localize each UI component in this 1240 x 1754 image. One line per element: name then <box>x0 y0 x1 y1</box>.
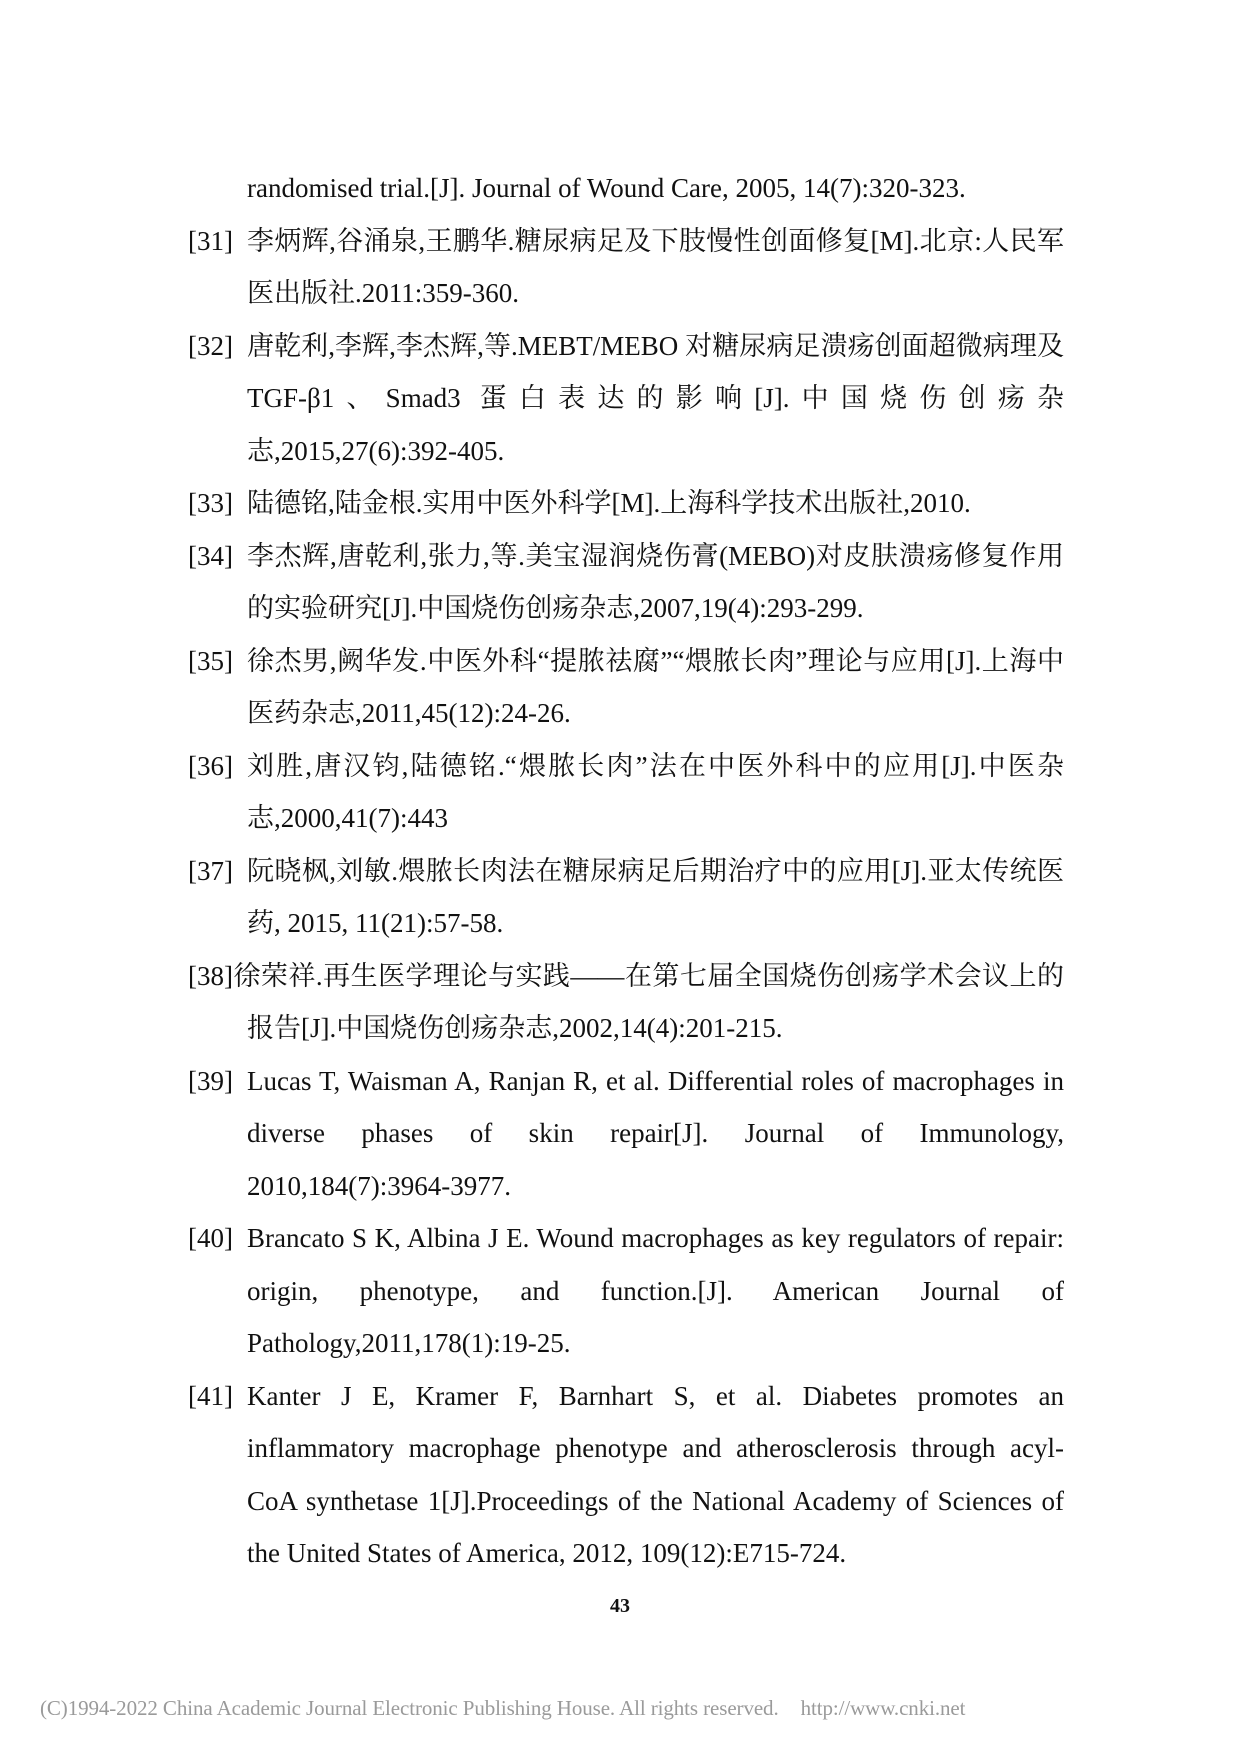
reference-item-35 <box>188 635 1064 740</box>
reference-number: [31] <box>188 225 233 256</box>
reference-number: [37] <box>188 855 233 886</box>
reference-text: Brancato S K, Albina J E. Wound macrophages as key regulators of repair: origin, phenotype, and function.[J]. American Journal of Pathology,2011,178(1):19-25. <box>247 1223 1064 1358</box>
reference-text: 李杰辉,唐乾利,张力,等.美宝湿润烧伤膏(MEBO)对皮肤溃疡修复作用的实验研究[J].中国烧伤创疡杂志,2007,19(4):293-299. <box>247 540 1064 623</box>
reference-continuation-text: randomised trial.[J]. Journal of Wound Care, 2005, 14(7):320-323. <box>247 173 966 203</box>
reference-item-41 <box>188 1370 1064 1580</box>
reference-number: [41] <box>188 1380 233 1411</box>
reference-text: 唐乾利,李辉,李杰辉,等.MEBT/MEBO 对糖尿病足溃疡创面超微病理及 TGF-β1、Smad3 蛋白表达的影响[J].中国烧伤创疡杂志,2015,27(6):392-405. <box>247 330 1064 466</box>
reference-text: 阮晓枫,刘敏.煨脓长肉法在糖尿病足后期治疗中的应用[J].亚太传统医药, 2015, 11(21):57-58. <box>247 855 1064 938</box>
reference-number: [33] <box>188 488 233 518</box>
reference-text: 陆德铭,陆金根.实用中医外科学[M].上海科学技术出版社,2010. <box>247 488 971 518</box>
reference-number: [35] <box>188 645 233 676</box>
reference-item-33 <box>188 477 1064 530</box>
reference-number: [32] <box>188 330 233 361</box>
reference-text: 徐荣祥.再生医学理论与实践——在第七届全国烧伤创疡学术会议上的报告[J].中国烧伤创疡杂志,2002,14(4):201-215. <box>232 960 1064 1043</box>
reference-item-32 <box>188 320 1064 478</box>
reference-item-34 <box>188 530 1064 635</box>
reference-text: 徐杰男,阙华发.中医外科“提脓祛腐”“煨脓长肉”理论与应用[J].上海中医药杂志,2011,45(12):24-26. <box>247 645 1064 728</box>
reference-number: [36] <box>188 750 233 781</box>
reference-text: Lucas T, Waisman A, Ranjan R, et al. Differential roles of macrophages in diverse phases of skin repair[J]. Journal of Immunology, 2010,184(7):3964-3977. <box>247 1065 1064 1201</box>
copyright-footer <box>40 1696 965 1721</box>
reference-item-31 <box>188 215 1064 320</box>
reference-item-37 <box>188 845 1064 950</box>
reference-number: [39] <box>188 1065 233 1096</box>
reference-text: Kanter J E, Kramer F, Barnhart S, et al. Diabetes promotes an inflammatory macrophage phenotype and atherosclerosis through acyl-CoA synthetase 1[J].Proceedings of the National Academy of Sciences of the United States of America, 2012, 109(12):E715-724. <box>247 1380 1064 1568</box>
reference-number: [40] <box>188 1223 233 1253</box>
reference-item-40 <box>188 1212 1064 1370</box>
reference-number: [34] <box>188 540 233 571</box>
reference-text: 李炳辉,谷涌泉,王鹏华.糖尿病足及下肢慢性创面修复[M].北京:人民军医出版社.2011:359-360. <box>247 225 1064 308</box>
reference-number: [38] <box>188 960 233 991</box>
reference-item-38 <box>188 950 1064 1055</box>
reference-item-36 <box>188 740 1064 845</box>
reference-list <box>188 162 1064 1580</box>
reference-text: 刘胜,唐汉钧,陆德铭.“煨脓长肉”法在中医外科中的应用[J].中医杂志,2000,41(7):443 <box>247 750 1064 833</box>
copyright-text: (C)1994-2022 China Academic Journal Electronic Publishing House. All rights reserved. <box>40 1696 779 1720</box>
reference-continuation <box>188 162 1064 215</box>
footer-url: http://www.cnki.net <box>800 1696 966 1720</box>
page-number: 43 <box>610 1595 630 1617</box>
reference-item-39 <box>188 1055 1064 1213</box>
